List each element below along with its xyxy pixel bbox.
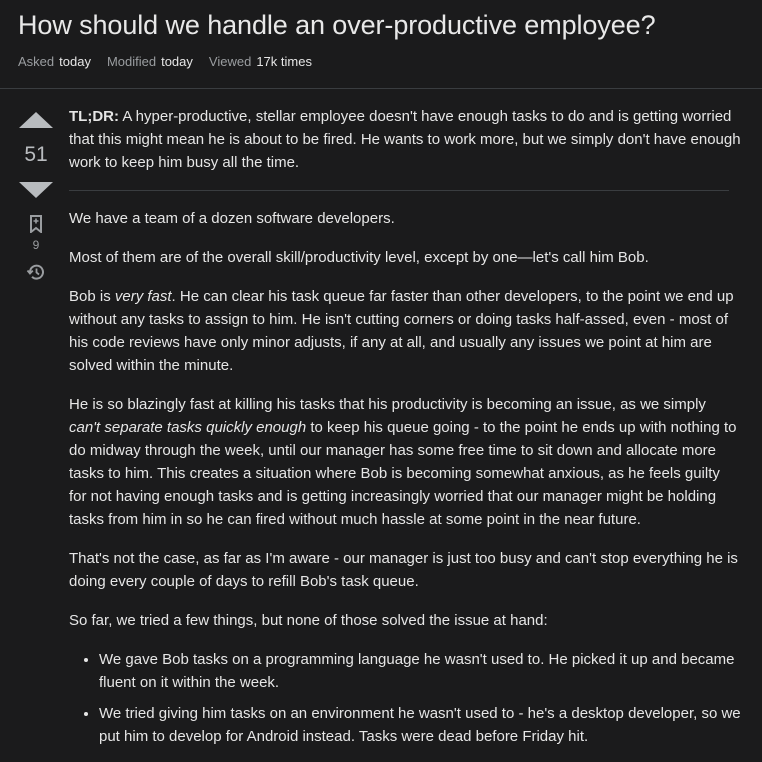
bookmark-button[interactable] [24,212,48,236]
question-meta [18,54,312,69]
body-paragraph-4 [69,393,741,531]
viewed-info [209,54,312,69]
viewed-label: Viewed [208,54,252,69]
body-paragraph-5: That's not the case, as far as I'm aware - our manager is just too busy and can't stop everything he is doing every couple of days to refill Bob's task queue. [69,550,738,590]
downvote-arrow-icon [18,181,54,199]
upvote-button[interactable] [16,108,56,132]
body-paragraph-2: Most of them are of the overall skill/productivity level, except by one—let's call him Bob. [69,249,649,266]
body-paragraph-1: We have a team of a dozen software developers. [69,210,395,227]
asked-label: Asked [18,54,55,69]
tldr-paragraph [69,105,741,174]
upvote-arrow-icon [18,111,54,129]
downvote-button[interactable] [16,178,56,202]
bookmark-icon [29,215,43,233]
question-title[interactable]: How should we handle an over-productive employee? [18,10,656,40]
body-divider [69,190,729,191]
question-body [69,105,741,756]
p3-emphasis: very fast [114,288,172,305]
vote-score: 51 [24,143,48,166]
p4-emphasis: can't separate tasks quickly enough [69,419,307,436]
viewed-value: 17k times [256,54,312,69]
list-item: • We tried giving him tasks on an environment he wasn't used to - he's a desktop developer, so we put him to develop for Android instead. Tasks were dead before Friday hit. [99,702,741,748]
p4-text-b: to keep his queue going - to the point he ends up with nothing to do midway through the week, until our manager has some free time to sit down and allocate more tasks to him. This creates a situation where Bob is becoming somewhat anxious, as he feels guilty for not having enough tasks and is getting increasingly worried that our manager might be holding tasks from him in so he can fired without much hassle at some point in the near future. [69,419,737,528]
tried-list [69,648,741,748]
p4-text-a: He is so blazingly fast at killing his tasks that his productivity is becoming an issue, as we simply [69,396,706,413]
bookmark-count: 9 [32,238,40,252]
history-icon [26,262,46,282]
body-paragraph-6: So far, we tried a few things, but none of those solved the issue at hand: [69,612,548,629]
tldr-text: A hyper-productive, stellar employee doesn't have enough tasks to do and is getting worried that this might mean he is about to be fired. He wants to work more, but we simply don't have enough work to keep him busy all the time. [69,108,741,171]
modified-info [107,54,193,69]
p3-text-a: Bob is [69,288,115,305]
asked-value[interactable]: today [59,54,91,69]
p3-text-b: . He can clear his task queue far faster than other developers, to the point we end up without any tasks to assign to him. He isn't cutting corners or doing tasks half-assed, even - most of his code reviews have only minor adjusts, if any at all, and usually any issues we point at him are solved within the minute. [69,288,734,374]
tldr-label: TL;DR: [69,108,119,125]
body-paragraph-3 [69,285,741,377]
asked-info [18,54,91,69]
history-button[interactable] [24,260,48,284]
modified-label: Modified [106,54,157,69]
vote-cell [14,108,58,284]
modified-value[interactable]: today [161,54,193,69]
list-item: • We gave Bob tasks on a programming language he wasn't used to. He picked it up and became fluent on it within the week. [99,648,741,694]
header-divider [0,88,762,89]
